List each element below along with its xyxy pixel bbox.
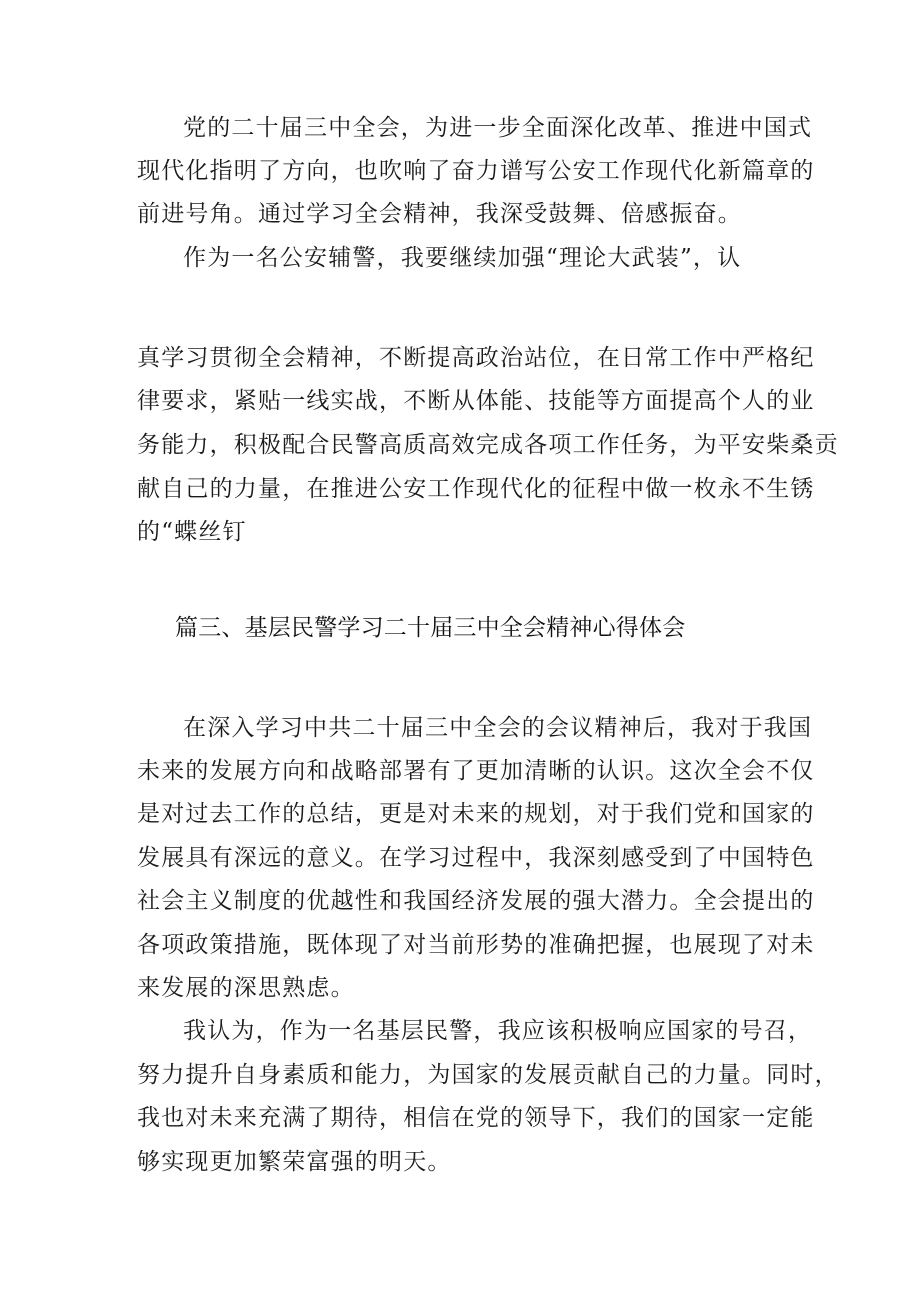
paragraph-line: 各项政策措施，既体现了对当前形势的准确把握，也展现了对未	[137, 932, 815, 958]
paragraph-line: 真学习贯彻全会精神，不断提高政治站位，在日常工作中严格纪	[137, 345, 815, 371]
paragraph-line: 献自己的力量，在推进公安工作现代化的征程中做一枚永不生锈	[137, 476, 815, 502]
paragraph-line: 发展具有深远的意义。在学习过程中，我深刻感受到了中国特色	[137, 845, 815, 871]
paragraph-line: 够实现更加繁荣富强的明天。	[137, 1149, 452, 1175]
paragraph-line: 未来的发展方向和战略部署有了更加清晰的认识。这次全会不仅	[137, 758, 815, 784]
paragraph-line: 务能力，积极配合民警高质高效完成各项工作任务，为平安柴桑贡	[137, 432, 839, 458]
paragraph-line: 在深入学习中共二十届三中全会的会议精神后，我对于我国	[183, 715, 813, 741]
paragraph-line: 作为一名公安辅警，我要继续加强“理论大武装”，认	[183, 245, 742, 271]
paragraph-line: 来发展的深思熟虑。	[137, 975, 355, 1001]
paragraph-line: 是对过去工作的总结，更是对未来的规划，对于我们党和国家的	[137, 801, 815, 827]
paragraph-line: 现代化指明了方向，也吹响了奋力谱写公安工作现代化新篇章的	[137, 158, 815, 184]
paragraph-line: 党的二十届三中全会，为进一步全面深化改革、推进中国式	[183, 115, 813, 141]
paragraph-line: 努力提升自身素质和能力，为国家的发展贡献自己的力量。同时，	[137, 1062, 839, 1088]
paragraph-line: 我认为，作为一名基层民警，我应该积极响应国家的号召，	[183, 1018, 813, 1044]
paragraph-line: 前进号角。通过学习全会精神，我深受鼓舞、倍感振奋。	[137, 201, 742, 227]
section-heading: 篇三、基层民警学习二十届三中全会精神心得体会	[175, 615, 686, 641]
paragraph-line: 我也对未来充满了期待，相信在党的领导下，我们的国家一定能	[137, 1105, 815, 1131]
paragraph-line: 社会主义制度的优越性和我国经济发展的强大潜力。全会提出的	[137, 888, 815, 914]
paragraph-line: 律要求，紧贴一线实战，不断从体能、技能等方面提高个人的业	[137, 388, 815, 414]
paragraph-line: 的“蝶丝钉	[137, 519, 247, 545]
